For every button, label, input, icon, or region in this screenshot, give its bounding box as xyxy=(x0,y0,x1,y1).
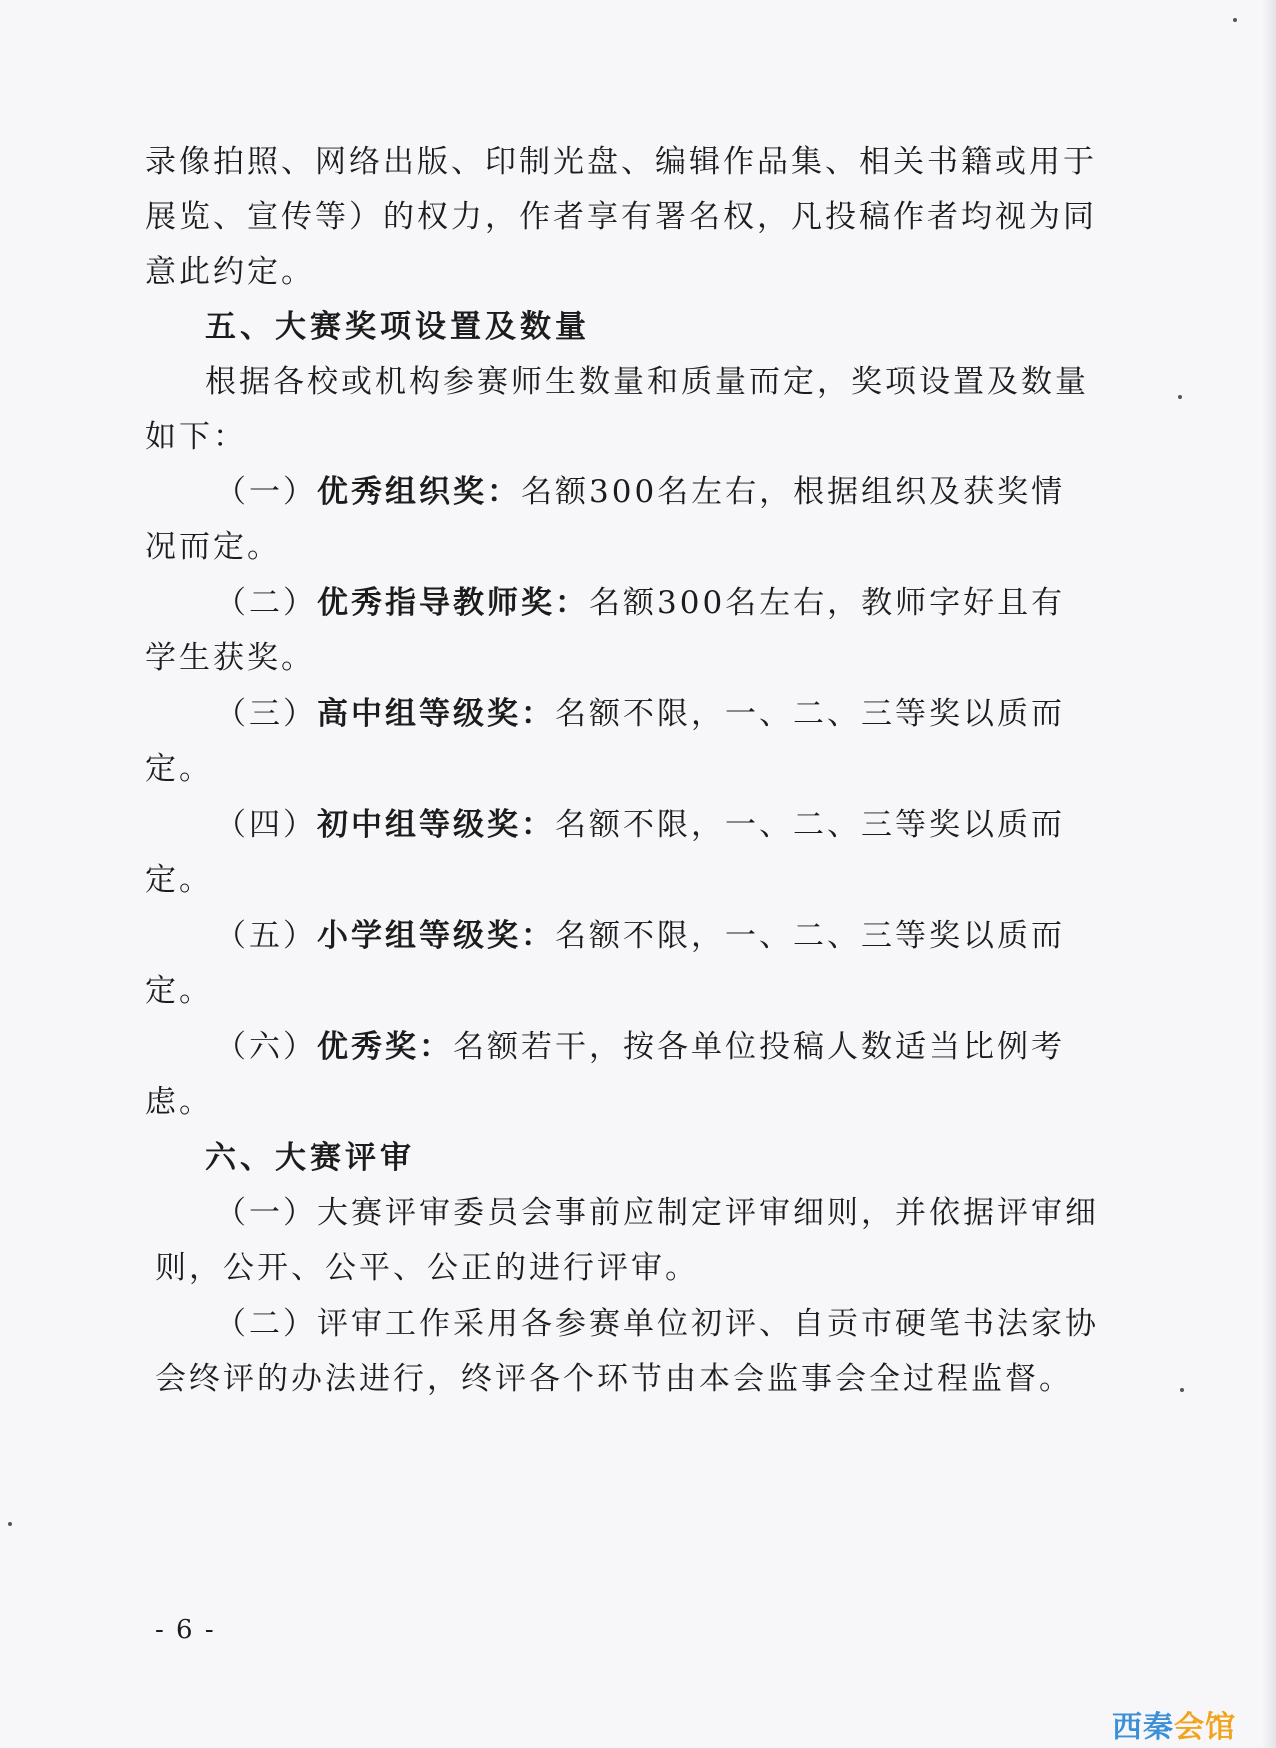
award-number: （三） xyxy=(215,696,317,732)
award-text: 名额300名左右，根据组织及获奖情 xyxy=(521,474,1066,510)
award-continuation: 况而定。 xyxy=(145,529,281,565)
award-item xyxy=(215,694,1145,734)
watermark-part2: 会馆 xyxy=(1174,1710,1236,1745)
award-number: （四） xyxy=(215,807,317,843)
award-text: 名额不限，一、二、三等奖以质而 xyxy=(555,807,1065,843)
award-name: 高中组等级奖： xyxy=(317,696,555,732)
paragraph-line: 根据各校或机构参赛师生数量和质量而定，奖项设置及数量 xyxy=(205,364,1089,400)
paragraph-line: （二）评审工作采用各参赛单位初评、自贡市硬笔书法家协 xyxy=(215,1306,1099,1342)
paragraph-line: 录像拍照、网络出版、印制光盘、编辑作品集、相关书籍或用于 xyxy=(145,144,1097,180)
award-name: 初中组等级奖： xyxy=(317,807,555,843)
paragraph-line: （一）大赛评审委员会事前应制定评审细则，并依据评审细 xyxy=(215,1195,1099,1231)
award-continuation: 虑。 xyxy=(145,1084,213,1120)
award-continuation: 定。 xyxy=(145,862,213,898)
award-item xyxy=(215,472,1145,512)
award-number: （五） xyxy=(215,918,317,954)
paragraph-line: 意此约定。 xyxy=(145,254,315,290)
watermark-part1: 西秦 xyxy=(1112,1710,1174,1745)
scan-dot xyxy=(8,1522,12,1526)
page-number: - 6 - xyxy=(155,1615,216,1645)
scan-dot xyxy=(1180,1388,1184,1392)
watermark-logo xyxy=(1112,1702,1236,1746)
award-name: 优秀奖： xyxy=(317,1029,453,1065)
award-item xyxy=(215,583,1145,623)
award-text: 名额300名左右，教师字好且有 xyxy=(589,585,1066,621)
award-continuation: 定。 xyxy=(145,973,213,1009)
award-name: 优秀组织奖： xyxy=(317,474,521,510)
award-number: （一） xyxy=(215,474,317,510)
paragraph-line: 会终评的办法进行，终评各个环节由本会监事会全过程监督。 xyxy=(155,1361,1073,1397)
scan-dot xyxy=(1233,18,1237,22)
award-number: （二） xyxy=(215,585,317,621)
award-text: 名额若干，按各单位投稿人数适当比例考 xyxy=(453,1029,1065,1065)
award-item xyxy=(215,916,1145,956)
scan-dot xyxy=(1178,395,1182,399)
paragraph-line: 则，公开、公平、公正的进行评审。 xyxy=(155,1250,699,1286)
award-text: 名额不限，一、二、三等奖以质而 xyxy=(555,696,1065,732)
award-text: 名额不限，一、二、三等奖以质而 xyxy=(555,918,1065,954)
award-continuation: 学生获奖。 xyxy=(145,640,315,676)
section-heading-6: 六、大赛评审 xyxy=(205,1140,415,1176)
paragraph-line: 展览、宣传等）的权力，作者享有署名权，凡投稿作者均视为同 xyxy=(145,199,1097,235)
award-continuation: 定。 xyxy=(145,751,213,787)
scan-edge xyxy=(1262,0,1276,1748)
award-number: （六） xyxy=(215,1029,317,1065)
section-heading-5: 五、大赛奖项设置及数量 xyxy=(205,309,590,345)
award-name: 小学组等级奖： xyxy=(317,918,555,954)
paragraph-line: 如下： xyxy=(145,419,247,455)
award-item xyxy=(215,1027,1145,1067)
award-item xyxy=(215,805,1145,845)
award-name: 优秀指导教师奖： xyxy=(317,585,589,621)
